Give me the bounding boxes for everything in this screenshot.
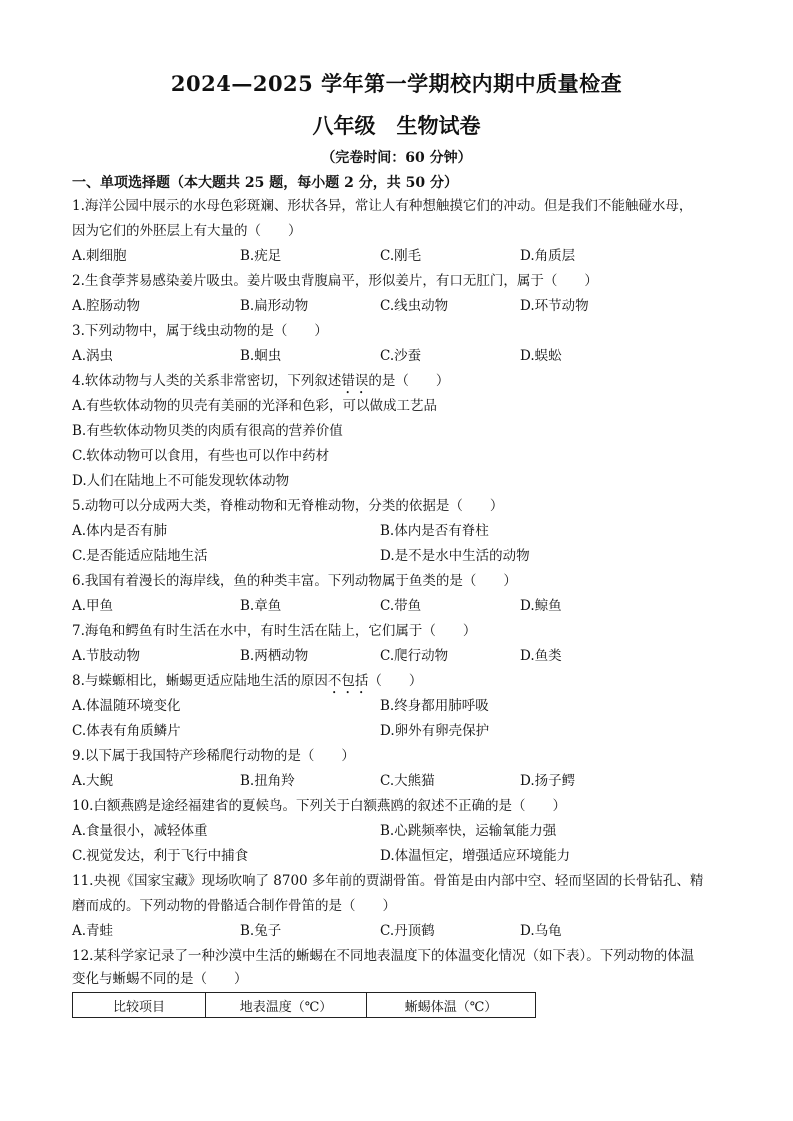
q6-option-c: C.带鱼 — [380, 598, 422, 614]
question-3-options — [72, 346, 722, 366]
question-7-options — [72, 646, 722, 666]
question-10-stem: 10.白额燕鸥是途经福建省的夏候鸟。下列关于白额燕鸥的叙述不正确的是（ ） — [72, 798, 566, 814]
comparison-table — [72, 992, 536, 1018]
q4-option-b: B.有些软体动物贝类的肉质有很高的营养价值 — [72, 423, 343, 439]
q3-option-b: B.蛔虫 — [240, 348, 282, 364]
q2-option-a: A.腔肠动物 — [72, 298, 141, 314]
q7-option-b: B.两栖动物 — [240, 648, 309, 664]
question-12-stem-cont: 变化与蜥蜴不同的是（ ） — [72, 971, 248, 987]
q8-option-a: A.体温随环境变化 — [72, 698, 181, 714]
section-heading: 一、单项选择题（本大题共 25 题，每小题 2 分，共 50 分） — [72, 175, 458, 191]
q9-option-b: B.扭角羚 — [240, 773, 295, 789]
question-7-stem: 7.海龟和鳄鱼有时生活在水中，有时生活在陆上，它们属于（ ） — [72, 623, 477, 639]
exam-title: 2024—2025 学年第一学期校内期中质量检查 — [170, 71, 623, 96]
question-2-options — [72, 296, 722, 316]
q8-option-c: C.体表有角质鳞片 — [72, 723, 181, 739]
q7-option-d: D.鱼类 — [520, 648, 562, 664]
q10-option-d: D.体温恒定，增强适应环境能力 — [380, 848, 571, 864]
q10-option-b: B.心跳频率快，运输氧能力强 — [380, 823, 557, 839]
q9-option-a: A.大鲵 — [72, 773, 114, 789]
q8-option-b: B.终身都用肺呼吸 — [380, 698, 489, 714]
question-1-stem: 1.海洋公园中展示的水母色彩斑斓、形状各异，常让人有种想触摸它们的冲动。但是我们不能触碰水母， — [72, 198, 693, 214]
question-1-options — [72, 246, 722, 266]
q4-stem-emphasis: 错误 — [341, 373, 369, 389]
q4-option-d: D.人们在陆地上不可能发现软体动物 — [72, 473, 290, 489]
q8-option-d: D.卵外有卵壳保护 — [380, 723, 490, 739]
q3-option-c: C.沙蚕 — [380, 348, 422, 364]
q3-option-d: D.蜈蚣 — [520, 348, 562, 364]
q9-option-c: C.大熊猫 — [380, 773, 435, 789]
question-10-options-row1 — [72, 821, 722, 841]
question-6-stem: 6.我国有着漫长的海岸线，鱼的种类丰富。下列动物属于鱼类的是（ ） — [72, 573, 517, 589]
question-6-options — [72, 596, 722, 616]
q3-option-a: A.涡虫 — [72, 348, 114, 364]
q6-option-a: A.甲鱼 — [72, 598, 114, 614]
table-header-cell: 比较项目 — [73, 993, 206, 1018]
q11-option-a: A.青蛙 — [72, 923, 114, 939]
q4-stem-pre: 4.软体动物与人类的关系非常密切，下列叙述 — [72, 373, 342, 389]
question-12-stem: 12.某科学家记录了一种沙漠中生活的蜥蜴在不同地表温度下的体温变化情况（如下表）。下列动物的体温 — [72, 948, 695, 964]
q2-option-c: C.线虫动物 — [380, 298, 449, 314]
q8-stem-pre: 8.与蝾螈相比，蜥蜴更适应陆地生活的原因 — [72, 673, 328, 689]
table-header-cell: 蜥蜴体温（℃） — [367, 993, 536, 1018]
question-4-stem — [72, 371, 722, 397]
q4-option-c: C.软体动物可以食用，有些也可以作中药材 — [72, 448, 330, 464]
q11-option-d: D.乌龟 — [520, 923, 562, 939]
exam-time: （完卷时间：60 分钟） — [321, 150, 472, 166]
question-8-stem — [72, 671, 722, 697]
question-1-stem-cont: 因为它们的外胚层上有大量的（ ） — [72, 223, 302, 239]
q8-stem-emphasis: 不包括 — [327, 673, 369, 689]
q5-option-a: A.体内是否有肺 — [72, 523, 168, 539]
q10-option-a: A.食量很小，减轻体重 — [72, 823, 208, 839]
q2-option-d: D.环节动物 — [520, 298, 589, 314]
question-8-options-row1 — [72, 696, 722, 716]
q7-option-a: A.节肢动物 — [72, 648, 141, 664]
q11-option-b: B.兔子 — [240, 923, 282, 939]
q9-option-d: D.扬子鳄 — [520, 773, 576, 789]
q5-option-b: B.体内是否有脊柱 — [380, 523, 489, 539]
q6-option-b: B.章鱼 — [240, 598, 282, 614]
q1-option-c: C.刚毛 — [380, 248, 422, 264]
question-11-options — [72, 921, 722, 941]
q5-option-c: C.是否能适应陆地生活 — [72, 548, 208, 564]
question-8-options-row2 — [72, 721, 722, 741]
q7-option-c: C.爬行动物 — [380, 648, 449, 664]
table-header-row — [73, 993, 536, 1018]
question-5-options-row2 — [72, 546, 722, 566]
q1-option-d: D.角质层 — [520, 248, 576, 264]
q10-option-c: C.视觉发达，利于飞行中捕食 — [72, 848, 249, 864]
question-3-stem: 3.下列动物中，属于线虫动物的是（ ） — [72, 323, 328, 339]
exam-subtitle: 八年级 生物试卷 — [312, 113, 481, 138]
question-10-options-row2 — [72, 846, 722, 866]
q4-option-a: A.有些软体动物的贝壳有美丽的光泽和色彩，可以做成工艺品 — [72, 398, 438, 414]
question-11-stem: 11.央视《国家宝藏》现场吹响了 8700 多年前的贾湖骨笛。骨笛是由内部中空、轻而坚固的长骨钻孔、精 — [72, 873, 704, 889]
q8-stem-post: （ ） — [368, 673, 423, 689]
q1-option-b: B.疣足 — [240, 248, 282, 264]
q4-stem-post: 的是（ ） — [368, 373, 450, 389]
question-9-options — [72, 771, 722, 791]
question-9-stem: 9.以下属于我国特产珍稀爬行动物的是（ ） — [72, 748, 355, 764]
question-11-stem-cont: 磨而成的。下列动物的骨骼适合制作骨笛的是（ ） — [72, 898, 396, 914]
table-header-cell: 地表温度（℃） — [206, 993, 367, 1018]
question-5-stem: 5.动物可以分成两大类，脊椎动物和无脊椎动物，分类的依据是（ ） — [72, 498, 504, 514]
question-5-options-row1 — [72, 521, 722, 541]
q2-option-b: B.扁形动物 — [240, 298, 309, 314]
q1-option-a: A.刺细胞 — [72, 248, 127, 264]
question-2-stem: 2.生食荸荠易感染姜片吸虫。姜片吸虫背腹扁平，形似姜片，有口无肛门，属于（ ） — [72, 273, 598, 289]
q6-option-d: D.鲸鱼 — [520, 598, 562, 614]
q11-option-c: C.丹顶鹤 — [380, 923, 435, 939]
q5-option-d: D.是不是水中生活的动物 — [380, 548, 530, 564]
